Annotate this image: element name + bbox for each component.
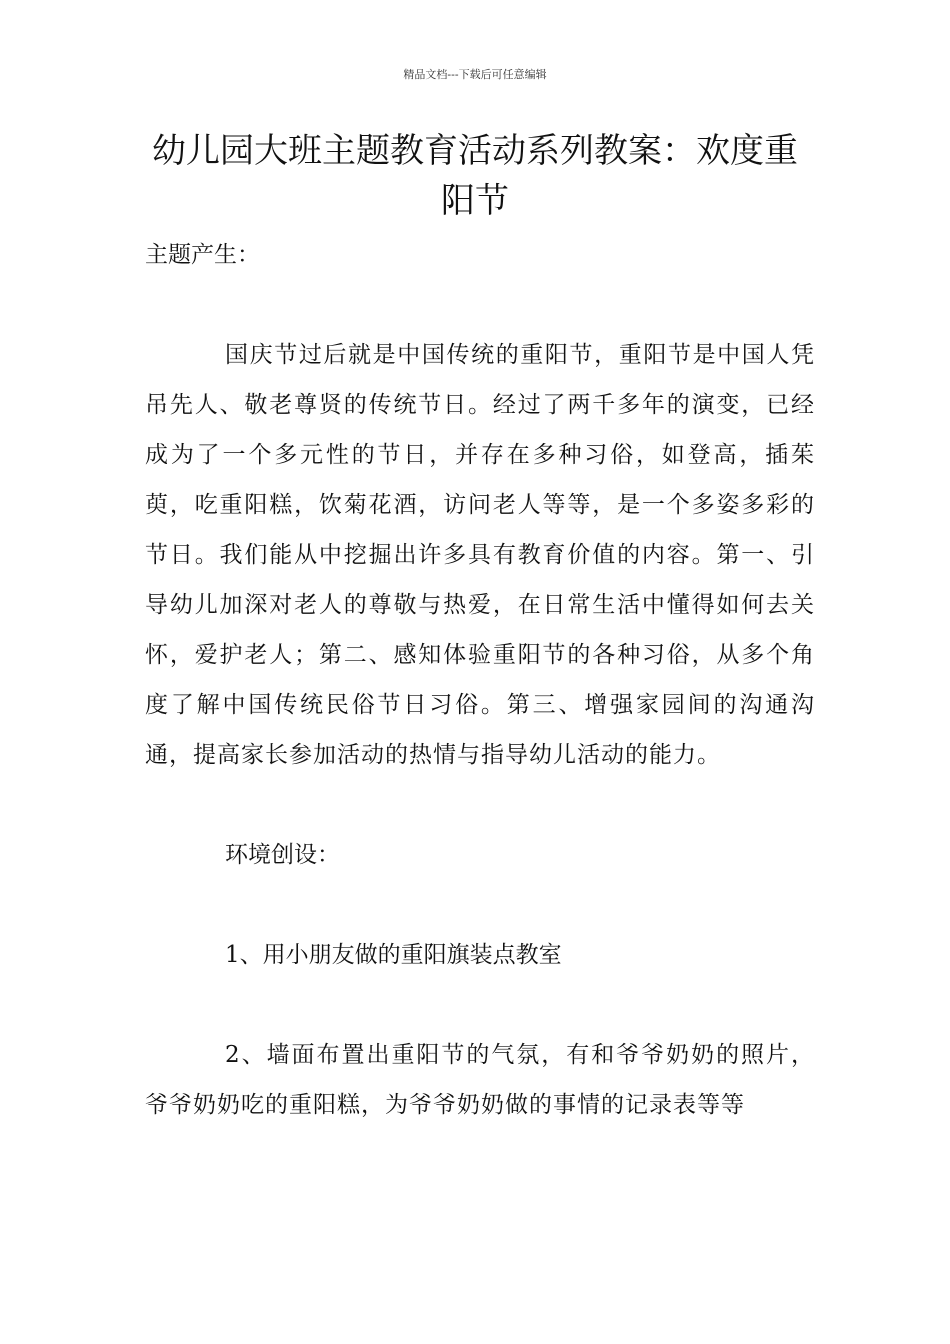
spacer (145, 880, 815, 930)
document-title: 幼儿园大班主题教育活动系列教案：欢度重阳节 (152, 131, 798, 221)
page-header: 精品文档---下载后可任意编辑 (403, 68, 547, 81)
environment-item-1: 1、用小朋友做的重阳旗装点教室 (225, 942, 562, 968)
document-body (145, 230, 815, 1130)
spacer (145, 280, 815, 330)
environment-item-2: 2、墙面布置出重阳节的气氛，有和爷爷奶奶的照片，爷爷奶奶吃的重阳糕，为爷爷奶奶做的事情的记录表等等 (145, 1042, 815, 1118)
theme-paragraph: 国庆节过后就是中国传统的重阳节，重阳节是中国人凭吊先人、敬老尊贤的传统节日。经过了两千多年的演变，已经成为了一个多元性的节日，并存在多种习俗，如登高，插茱萸，吃重阳糕，饮菊花酒，访问老人等等，是一个多姿多彩的节日。我们能从中挖掘出许多具有教育价值的内容。第一、引导幼儿加深对老人的尊敬与热爱，在日常生活中懂得如何去关怀，爱护老人；第二、感知体验重阳节的各种习俗，从多个角度了解中国传统民俗节日习俗。第三、增强家园间的沟通沟通，提高家长参加活动的热情与指导幼儿活动的能力。 (145, 342, 815, 768)
theme-heading: 主题产生： (145, 242, 260, 268)
spacer (145, 780, 815, 830)
environment-heading: 环境创设： (225, 842, 340, 868)
spacer (145, 980, 815, 1030)
